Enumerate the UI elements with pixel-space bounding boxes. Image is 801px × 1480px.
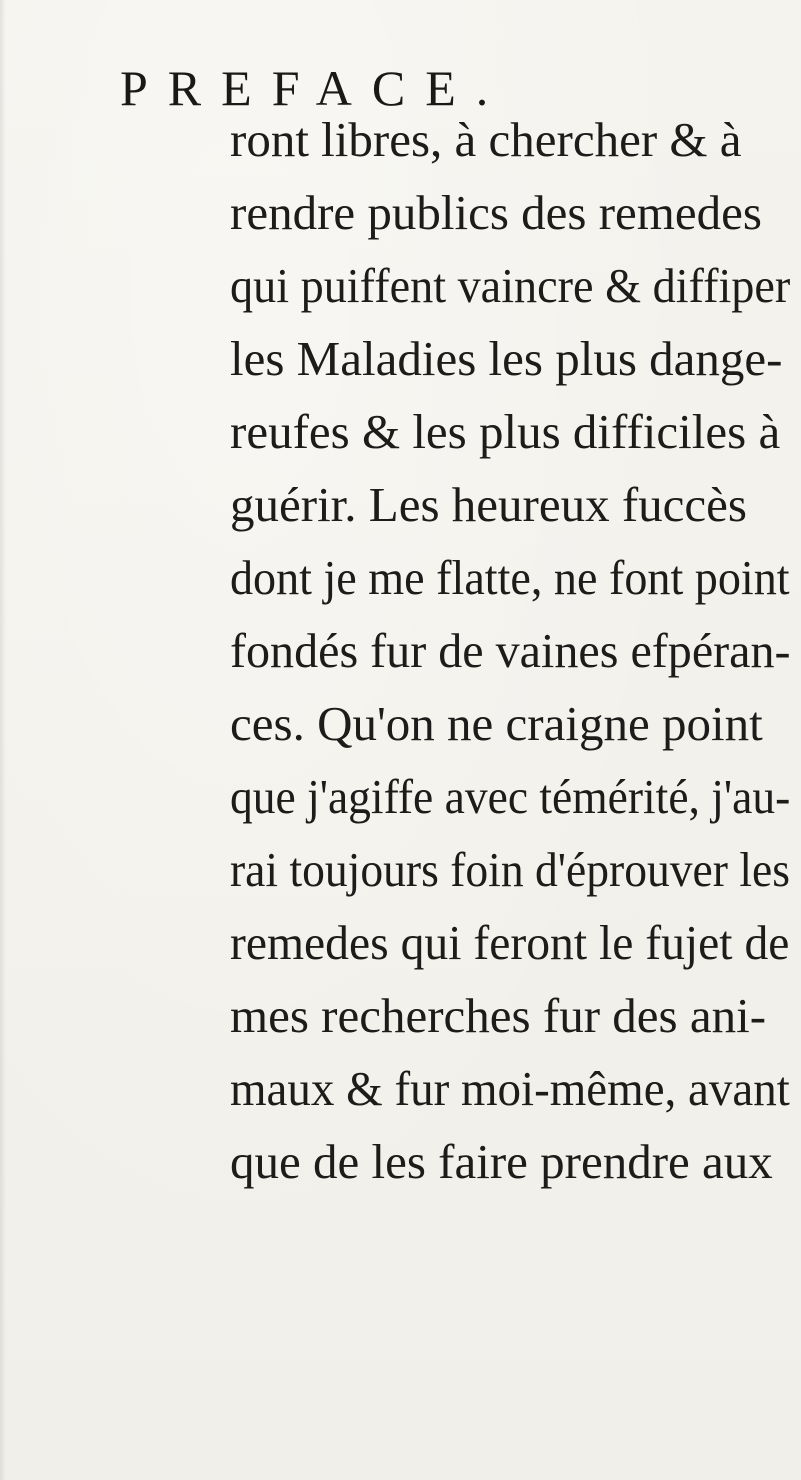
text-line: rai toujours foin d'éprouver les	[230, 842, 790, 897]
page-spine-shadow	[0, 0, 6, 1480]
text-line: guérir. Les heureux fuccès	[230, 477, 747, 532]
text-line: rendre publics des remedes	[230, 185, 762, 240]
text-line: que j'agiffe avec témérité, j'au-	[230, 769, 791, 824]
text-line: qui puiffent vaincre & diffiper	[230, 258, 791, 313]
text-line: les Maladies les plus dange-	[230, 331, 783, 386]
running-title: PREFACE.	[120, 60, 509, 116]
text-line: maux & fur moi-même, avant	[230, 1061, 790, 1116]
text-line: ces. Qu'on ne craigne point	[230, 696, 763, 751]
text-line: reufes & les plus difficiles à	[230, 404, 781, 459]
text-line: dont je me flatte, ne font point	[230, 550, 790, 605]
text-line: mes recherches fur des ani-	[230, 988, 767, 1043]
text-line: que de les faire prendre aux	[230, 1134, 773, 1189]
text-line: fondés fur de vaines efpéran-	[230, 623, 791, 678]
text-line: ront libres, à chercher & à	[230, 112, 742, 167]
text-line: remedes qui feront le fujet de	[230, 915, 790, 970]
